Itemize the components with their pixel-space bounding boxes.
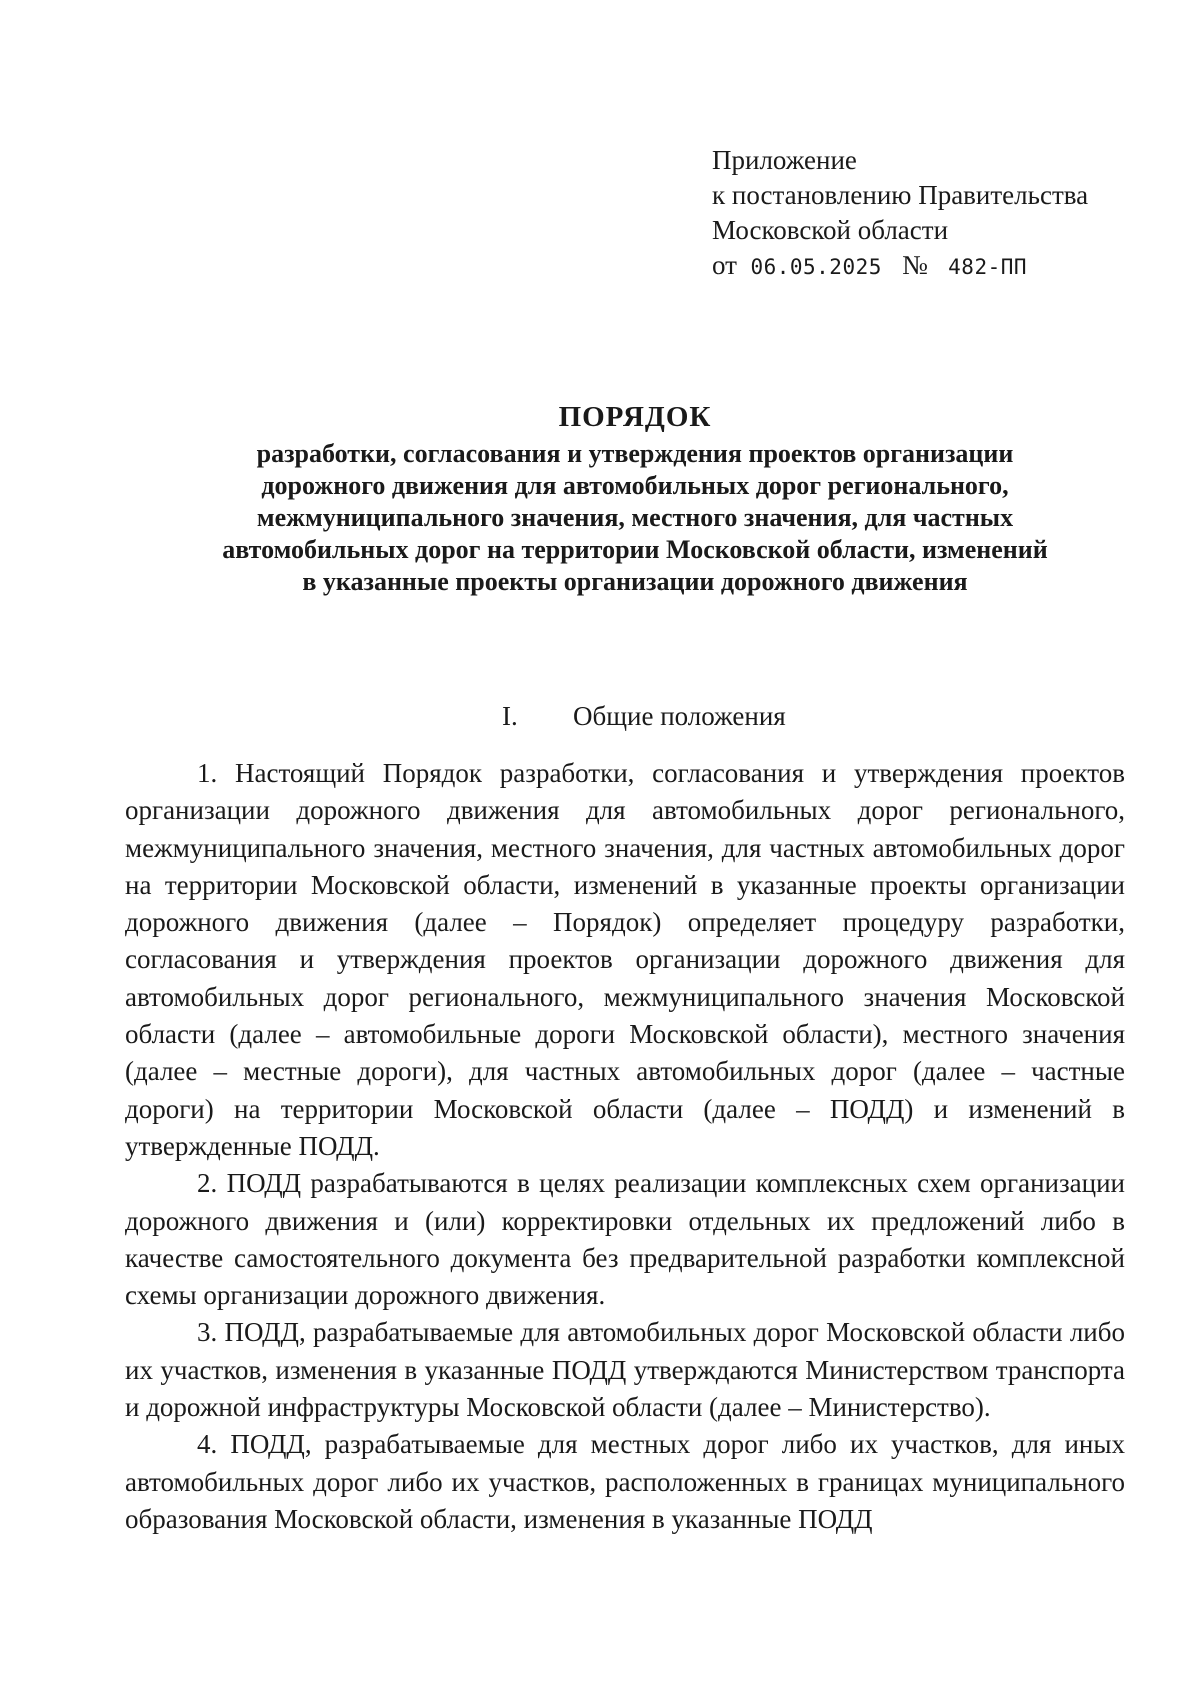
date-prefix: от <box>712 250 737 280</box>
appendix-line-3: Московской области <box>712 215 949 245</box>
document-number: 482-ПП <box>948 255 1028 279</box>
appendix-line-1: Приложение <box>712 145 857 175</box>
section-number: I. <box>502 701 518 731</box>
appendix-date-line <box>712 248 1162 285</box>
appendix-block <box>712 143 1162 285</box>
title-subtitle <box>160 438 1110 598</box>
title-line-5: в указанные проекты организации дорожного движения <box>302 567 968 596</box>
paragraph-3: 3. ПОДД, разрабатываемые для автомобильных дорог Московской области либо их участков, изменения в указанные ПОДД утверждаются Министерством транспорта и дорожной инфраструктуры Московской области (далее – Министерство). <box>125 1317 1125 1423</box>
paragraph-4: 4. ПОДД, разрабатываемые для местных дорог либо их участков, для иных автомобильных дорог либо их участков, расположенных в границах муниципального образования Московской области, изменения в указанные ПОДД <box>125 1429 1125 1534</box>
paragraph-1: 1. Настоящий Порядок разработки, согласования и утверждения проектов организации дорожного движения для автомобильных дорог регионального, межмуниципального значения, местного значения, для частных автомобильных дорог на территории Московской области, изменений в указанные проекты организации дорожного движения (далее – Порядок) определяет процедуру разработки, согласования и утверждения проектов организации дорожного движения для автомобильных дорог регионального, межмуниципального значения Московской области (далее – автомобильные дороги Московской области), местного значения (далее – местные дороги), для частных автомобильных дорог (далее – частные дороги) на территории Московской области (далее – ПОДД) и изменений в утвержденные ПОДД. <box>125 758 1125 1161</box>
title-main: ПОРЯДОК <box>558 401 712 433</box>
title-line-1: разработки, согласования и утверждения проектов организации <box>256 439 1014 468</box>
section-heading <box>0 698 1200 738</box>
title-line-2: дорожного движения для автомобильных дорог регионального, <box>261 471 1009 500</box>
paragraph-2: 2. ПОДД разрабатываются в целях реализации комплексных схем организации дорожного движения и (или) корректировки отдельных их предложений либо в качестве самостоятельного документа без предварительной разработки комплексной схемы организации дорожного движения. <box>125 1168 1125 1311</box>
document-date: 06.05.2025 <box>750 255 882 279</box>
appendix-line-2: к постановлению Правительства <box>712 180 1089 210</box>
section-name: Общие положения <box>573 701 786 731</box>
title-line-4: автомобильных дорог на территории Московской области, изменений <box>222 535 1048 564</box>
document-body <box>125 755 1125 1538</box>
document-title <box>160 400 1110 598</box>
title-line-3: межмуниципального значения, местного значения, для частных <box>256 503 1014 532</box>
number-sign: № <box>902 250 928 280</box>
